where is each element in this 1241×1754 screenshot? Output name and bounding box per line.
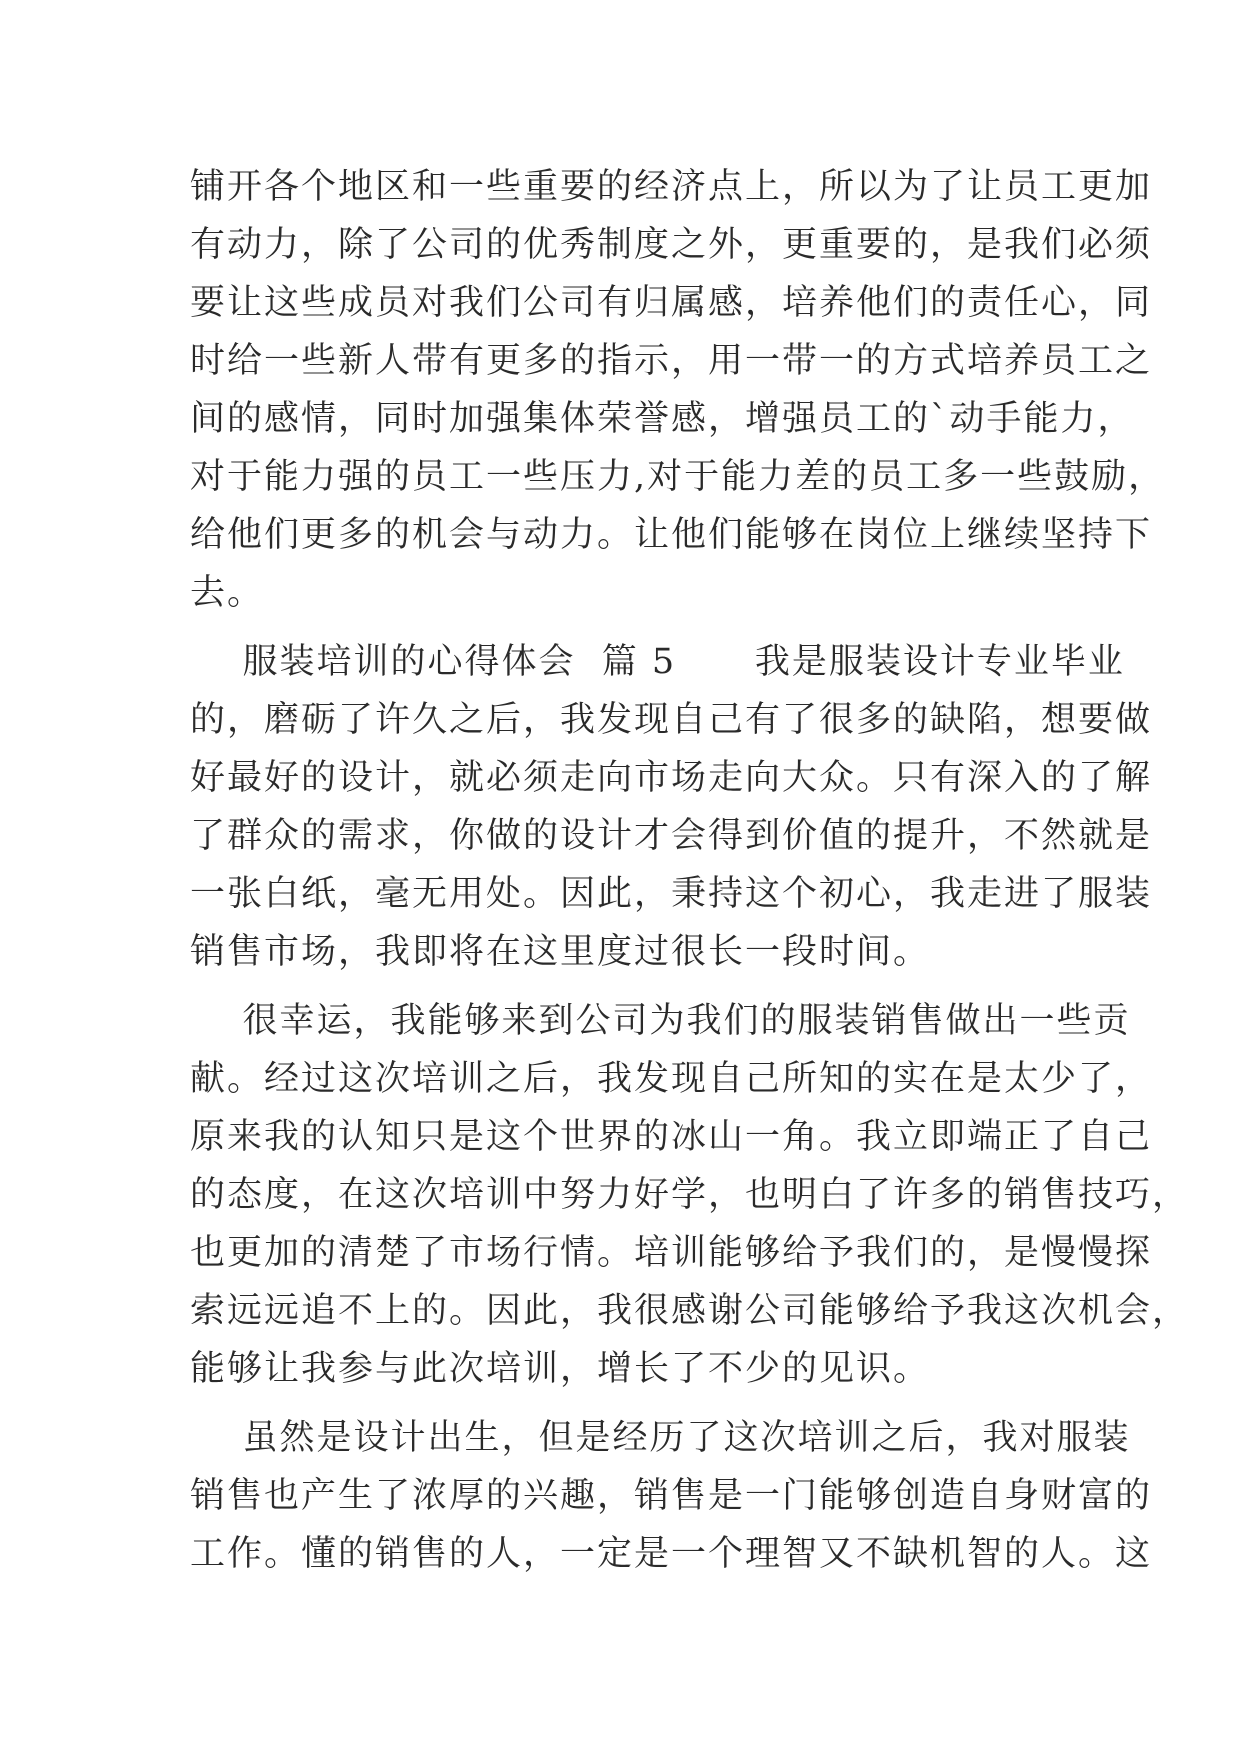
text-line: 间的感情，同时加强集体荣誉感，增强员工的`动手能力，: [190, 399, 1135, 439]
text-line: 一张白纸，毫无用处。因此，秉持这个初心，我走进了服装: [190, 874, 1153, 914]
document-body: [190, 158, 1190, 1583]
text-line: 时给一些新人带有更多的指示，用一带一的方式培养员工之: [190, 341, 1153, 381]
section-heading-line: 服装培训的心得体会 篇 5 我是服装设计专业毕业: [190, 642, 1125, 682]
text-line: 也更加的清楚了市场行情。培训能够给予我们的，是慢慢探: [190, 1233, 1153, 1273]
text-line: 销售也产生了浓厚的兴趣，销售是一门能够创造自身财富的: [190, 1476, 1153, 1516]
text-line: 了群众的需求，你做的设计才会得到价值的提升，不然就是: [190, 816, 1153, 856]
text-line: 对于能力强的员工一些压力,对于能力差的员工多一些鼓励，: [190, 457, 1166, 497]
paragraph-start-line: 虽然是设计出生，但是经历了这次培训之后，我对服装: [190, 1418, 1131, 1458]
text-line: 要让这些成员对我们公司有归属感，培养他们的责任心，同: [190, 283, 1153, 323]
text-line: 去。: [190, 573, 265, 613]
text-line: 献。经过这次培训之后，我发现自己所知的实在是太少了，: [190, 1059, 1153, 1099]
text-line: 铺开各个地区和一些重要的经济点上，所以为了让员工更加: [190, 167, 1153, 207]
text-line: 索远远追不上的。因此，我很感谢公司能够给予我这次机会，: [190, 1291, 1190, 1331]
text-line: 的态度，在这次培训中努力好学，也明白了许多的销售技巧，: [190, 1175, 1190, 1215]
text-line: 工作。懂的销售的人，一定是一个理智又不缺机智的人。这: [190, 1534, 1153, 1574]
paragraph-start-line: 很幸运，我能够来到公司为我们的服装销售做出一些贡: [190, 1001, 1131, 1041]
text-line: 有动力，除了公司的优秀制度之外，更重要的，是我们必须: [190, 225, 1153, 265]
text-line: 原来我的认知只是这个世界的冰山一角。我立即端正了自己: [190, 1117, 1153, 1157]
text-line: 的，磨砺了许久之后，我发现自己有了很多的缺陷，想要做: [190, 700, 1153, 740]
text-line: 销售市场，我即将在这里度过很长一段时间。: [190, 932, 931, 972]
text-line: 好最好的设计，就必须走向市场走向大众。只有深入的了解: [190, 758, 1153, 798]
text-line: 能够让我参与此次培训，增长了不少的见识。: [190, 1349, 931, 1389]
text-line: 给他们更多的机会与动力。让他们能够在岗位上继续坚持下: [190, 515, 1153, 555]
